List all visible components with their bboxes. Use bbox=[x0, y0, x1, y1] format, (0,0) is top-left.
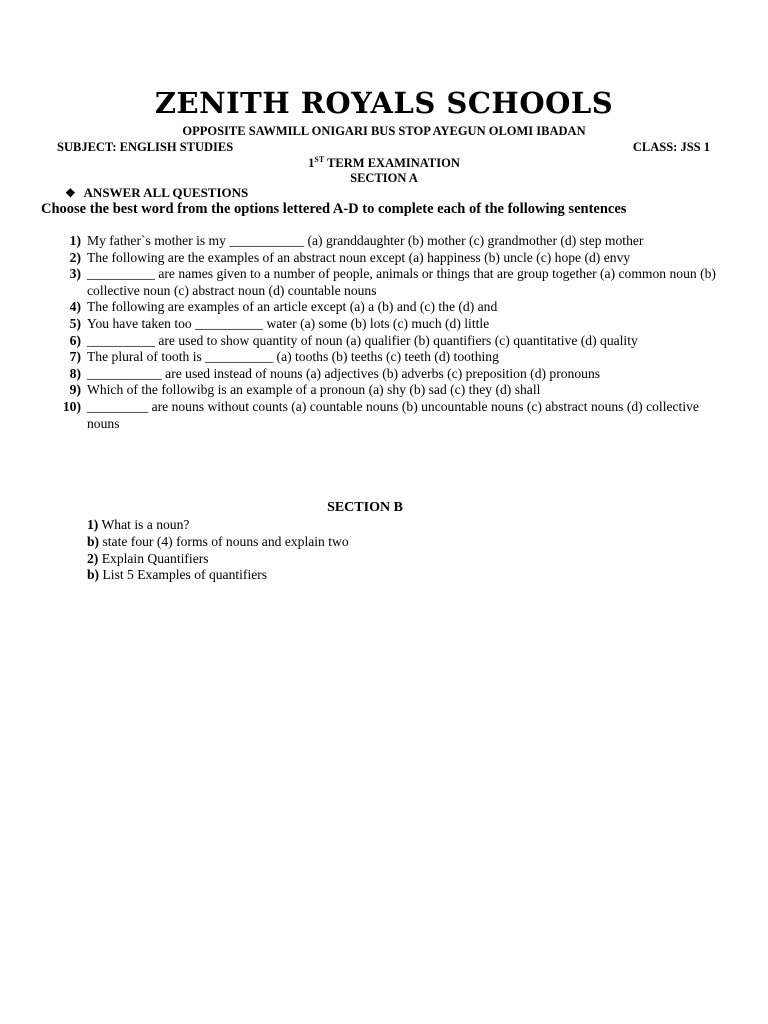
theory-label: b) bbox=[87, 533, 100, 549]
theory-text: What is a noun? bbox=[98, 517, 190, 532]
theory-label: b) bbox=[87, 567, 100, 583]
question-number: 8) bbox=[69, 365, 81, 381]
theory-text: Explain Quantifiers bbox=[98, 550, 209, 566]
question-number: 6) bbox=[69, 332, 81, 348]
subject-label: SUBJECT: ENGLISH STUDIES bbox=[57, 140, 234, 154]
question-text: __________ are names given to a number of people, animals or things that are group together (a) common noun (b) collective noun (c) abstract noun (d) countable nouns bbox=[87, 266, 716, 298]
theory-text: state four (4) forms of nouns and explain two bbox=[99, 533, 349, 549]
question-item bbox=[41, 250, 731, 267]
question-text: The following are the examples of an abstract noun except (a) happiness (b) uncle (c) hope (d) envy bbox=[87, 249, 631, 265]
question-number: 2) bbox=[69, 249, 81, 265]
answer-all-text: ANSWER ALL QUESTIONS bbox=[83, 185, 249, 200]
question-item bbox=[41, 399, 731, 432]
question-item bbox=[41, 299, 731, 316]
question-list bbox=[41, 233, 731, 432]
question-text: __________ are used to show quantity of noun (a) qualifier (b) quantifiers (c) quantitative (d) quality bbox=[87, 332, 638, 348]
theory-item bbox=[87, 567, 349, 584]
question-text: My father`s mother is my ___________ (a) granddaughter (b) mother (c) grandmother (d) step mother bbox=[87, 233, 644, 248]
question-item bbox=[41, 233, 731, 250]
question-text: The plural of tooth is __________ (a) tooths (b) teeths (c) teeth (d) toothing bbox=[87, 349, 499, 365]
choose-instruction: Choose the best word from the options lettered A-D to complete each of the following sentences bbox=[41, 201, 627, 217]
question-number: 9) bbox=[69, 382, 81, 398]
question-text: ___________ are used instead of nouns (a) adjectives (b) adverbs (c) preposition (d) pronouns bbox=[87, 365, 601, 381]
question-number: 1) bbox=[69, 233, 81, 248]
school-name: ZENITH ROYALS SCHOOLS bbox=[154, 86, 614, 120]
question-item bbox=[41, 366, 731, 383]
theory-item bbox=[87, 517, 349, 534]
class-label: CLASS: JSS 1 bbox=[632, 140, 710, 154]
question-item bbox=[41, 266, 731, 299]
section-b-questions bbox=[87, 517, 349, 584]
question-text: _________ are nouns without counts (a) countable nouns (b) uncountable nouns (c) abstract nouns (d) collective nouns bbox=[87, 398, 699, 431]
theory-label: 2) bbox=[87, 550, 99, 566]
question-number: 10) bbox=[62, 398, 81, 414]
question-number: 3) bbox=[69, 266, 81, 282]
question-number: 5) bbox=[69, 315, 81, 331]
question-item bbox=[41, 349, 731, 366]
term-number: 1 bbox=[308, 156, 315, 171]
question-number: 7) bbox=[69, 349, 81, 365]
answer-all-instruction bbox=[65, 185, 248, 201]
question-item bbox=[41, 382, 731, 399]
diamond-bullet-icon: ❖ bbox=[65, 186, 76, 200]
question-text: You have taken too __________ water (a) some (b) lots (c) much (d) little bbox=[87, 315, 490, 331]
subject-class-row bbox=[57, 140, 710, 155]
question-text: The following are examples of an article except (a) a (b) and (c) the (d) and bbox=[87, 299, 498, 315]
question-text: Which of the followibg is an example of a pronoun (a) shy (b) sad (c) they (d) shall bbox=[87, 382, 541, 398]
exam-term-heading bbox=[0, 155, 768, 171]
term-rest: TERM EXAMINATION bbox=[324, 156, 460, 171]
theory-item bbox=[87, 551, 349, 568]
question-number: 4) bbox=[69, 299, 81, 315]
question-item bbox=[41, 333, 731, 350]
theory-label: 1) bbox=[87, 517, 99, 532]
section-a-heading: SECTION A bbox=[350, 171, 418, 185]
section-b-heading: SECTION B bbox=[327, 500, 403, 515]
school-address: OPPOSITE SAWMILL ONIGARI BUS STOP AYEGUN OLOMI IBADAN bbox=[182, 124, 586, 138]
question-item bbox=[41, 316, 731, 333]
theory-text: List 5 Examples of quantifiers bbox=[99, 567, 268, 583]
term-suffix: ST bbox=[314, 155, 325, 164]
theory-item bbox=[87, 534, 349, 551]
